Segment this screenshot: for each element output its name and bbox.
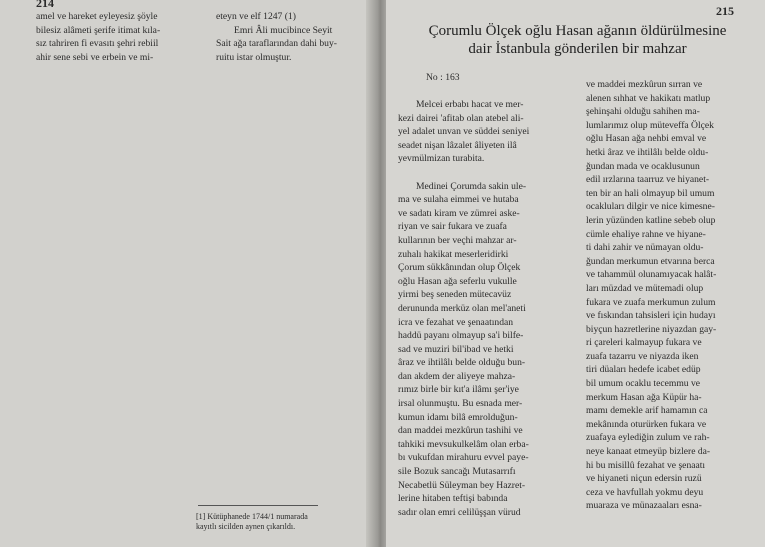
text-line: cümle ehaliye rahne ve hiyane- [586,228,706,240]
left-page [0,0,376,547]
text-line: hi bu misillû fezahat ve şenaatı [586,459,706,471]
left-column-2 [216,10,366,64]
left-page-number: 214 [36,0,54,10]
text-line: haddü payanı olmayup sa'i bilfe- [398,330,524,342]
text-line: ruitu istar olmuştur. [216,51,292,63]
text-line: ri çareleri kalmayup fukara ve [586,337,702,349]
text-line: ve fıskından tahsisleri için hudayı [586,310,716,322]
text-line: sile Bozuk sancağı Mutasarrıfı [398,466,516,478]
text-line: tahkiki mevsukulkelâm olan erba- [398,438,529,450]
text-line: Emri Âli mucibince Seyit [234,24,333,36]
text-line: sız tahriren fi evasıtı şehri rebiil [36,38,159,50]
text-line: ve sadatı kiram ve zümrei aske- [398,207,520,219]
text-line: ğundan merkumun etvarına berca [586,255,715,267]
text-line: ocakluları dilgir ve nice kimesne- [586,201,715,213]
text-line: ve tahammül olunamıyacak halât- [586,269,717,281]
text-line: ten bir an hali olmayup bil umum [586,187,715,199]
text-line: amel ve hareket eyleyesiz şöyle [36,11,158,22]
text-line: Necabetlü Süleyman bey Hazret- [398,479,526,491]
text-line: seadet nişan lâzalet âliyeten ilâ [398,139,517,151]
document-title [400,22,755,58]
text-line: âraz ve ihtilâlı belde olduğu bun- [398,357,526,369]
text-line: ti dahi zahir ve nümayan oldu- [586,242,704,254]
text-line: oğlu Hasan ağa nehbi emval ve [586,133,707,145]
text-line: Medinei Çorumda sakin ule- [416,180,527,192]
text-line: eteyn ve elf 1247 (1) [216,11,296,22]
text-line: riyan ve sair fukara ve zuafa [398,221,507,233]
text-line: fukara ve zuafa merkumun zulum [586,296,716,308]
text-line: rımız birle bir kıt'a ilâmı şer'iye [398,384,519,396]
text-line: edil ırzlarına taarruz ve hiyanet- [586,174,710,186]
text-line: lumlarımız olup müteveffa Ölçek [586,119,714,131]
text-line: zuafaya eylediğin zulum ve rah- [586,432,710,444]
text-line: muaraza ve münazaaları esna- [586,500,702,512]
text-line: mekânında oturürken fukara ve [586,418,707,430]
document-number: No : 163 [426,72,460,83]
text-line: kumun idamı bilâ emrolduğun- [398,411,518,423]
text-line: ve maddei mezkûrun sırran ve [586,79,703,90]
text-line: bil umum ocaklu tecemmu ve [586,378,701,390]
text-line: icra ve fezahat ve şenaatından [398,316,514,328]
footnote-line: [1] Kütüphanede 1744/1 numarada [196,512,308,521]
right-page-number: 215 [716,4,734,18]
text-line: Sait ağa taraflarından dahi buy- [216,38,337,50]
right-column-2 [586,78,752,513]
title-line: dair İstanbula gönderilen bir mahzar [468,41,687,57]
text-line: ları müzdad ve mütemadi olup [586,282,704,294]
text-line: biyçun hazretlerine niyazdan gay- [586,323,717,335]
text-line: yirmi beş seneden mütecavüz [398,289,512,301]
text-line: sadır olan emri celilüşşan vürud [398,506,521,518]
text-line: sad ve muziri bil'ibad ve hetki [398,343,514,355]
text-line: Melcei erbabı hacat ve mer- [416,99,524,110]
right-column-1 [398,98,568,519]
text-line: şehinşahi olduğu sahihen ma- [586,106,700,118]
text-line: hetki âraz ve ihtilâlı belde oldu- [586,146,709,158]
text-line: Çorum sükkânından olup Ölçek [398,262,521,274]
left-column-1 [36,10,196,64]
text-line: bilesiz alâmeti şerife itimat kıla- [36,24,161,36]
text-line: mamı demekle arif hamamın ca [586,405,708,417]
text-line: ma ve sulaha eimmei ve hutaba [398,194,519,206]
text-line: tiri düaları hedefe icabet edüp [586,364,701,376]
text-line: lerine hitaben teftişi babında [398,493,508,505]
text-line: zuafa tazarru ve niyazda iken [586,350,699,362]
text-line: ceza ve havfullah yokmu deyu [586,486,704,498]
text-line: dan akdem der aliyeye mahza- [398,370,516,382]
text-line: ve hiyaneti niçun edersin ruzü [586,473,702,485]
text-line: kezi dairei 'afitab olan atebel ali- [398,112,524,124]
text-line [398,166,568,180]
text-line: zuhalı hakikat meserleridirki [398,248,509,260]
text-line: yel adalet unvan ve süddei seniyei [398,126,530,138]
footnote [196,512,308,532]
footnote-line: kayıtlı sicilden aynen çıkarıldı. [196,522,296,531]
text-line: oğlu Hasan ağa seferlu vukulle [398,275,517,287]
text-line: derununda merküz olan mel'aneti [398,302,526,314]
title-line: Çorumlu Ölçek oğlu Hasan ağanın öldürülmesine [428,23,727,39]
text-line: merkum Hasan ağa Küpür ha- [586,391,702,403]
text-line: irsal olunmuştu. Bu esnada mer- [398,398,523,410]
text-line: lerin yüzünden katline sebeb olup [586,214,716,226]
text-line: kullarının ber veçhi mahzar ar- [398,234,517,246]
text-line: ğundan mada ve ocaklusunun [586,160,700,172]
text-line: dan maddei mezkûrun tashihi ve [398,425,523,437]
text-line: neye kanaat etmeyüp bizlere da- [586,446,711,458]
footnote-divider [198,505,318,506]
text-line: yevmülmizan turabita. [398,153,485,165]
text-line: bı vukufdan mirahuru evvel paye- [398,452,529,464]
text-line: ahir sene sebi ve erbein ve mi- [36,51,154,63]
text-line: alenen sıhhat ve hakikatı matlup [586,92,711,104]
